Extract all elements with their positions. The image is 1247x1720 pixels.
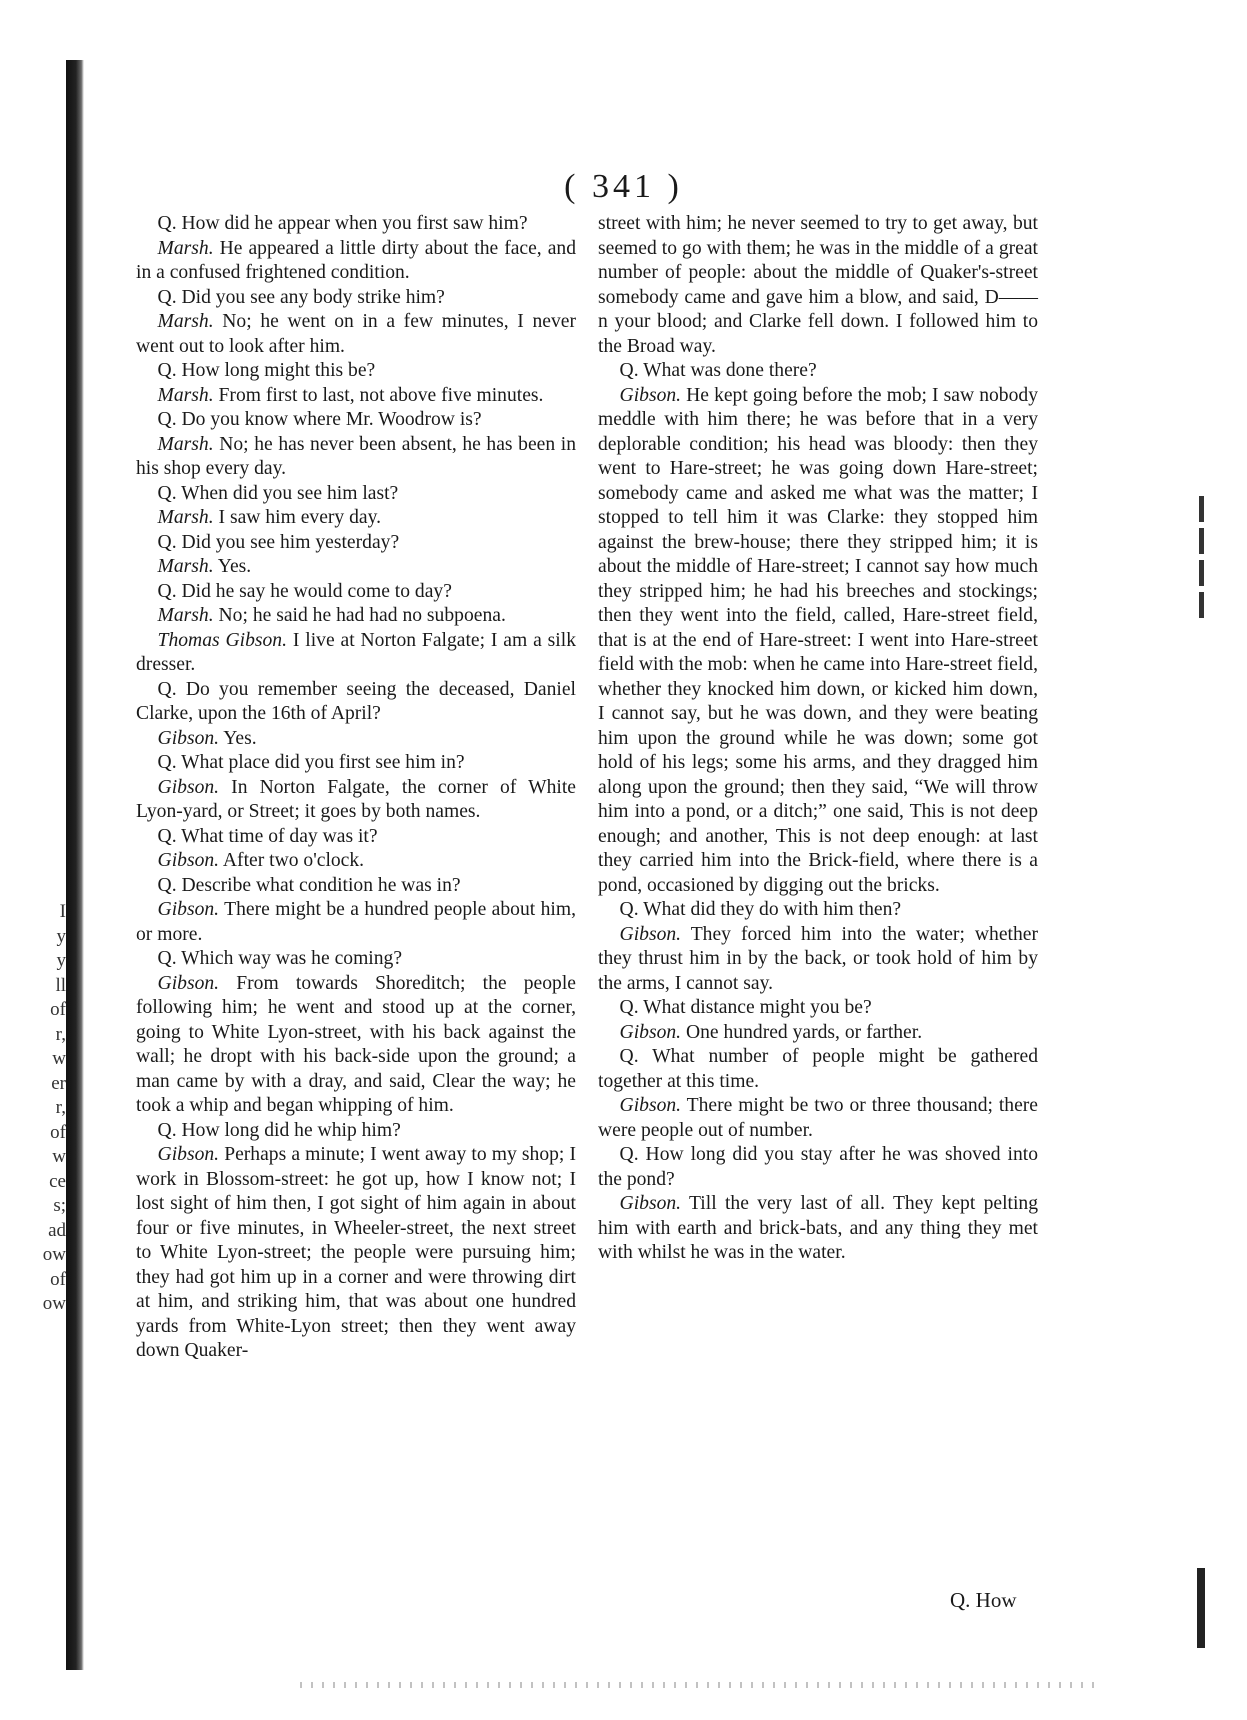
- paragraph-text: Q. Did you see him yesterday?: [157, 531, 400, 553]
- paragraph: [136, 751, 576, 776]
- speaker-name: Gibson.: [157, 972, 220, 994]
- margin-fragment: y: [56, 950, 66, 971]
- speaker-name: Gibson.: [619, 1095, 682, 1116]
- paragraph-text: They forced him into the water; whether they thrust him in by the back, or took hold of him by the arms, I cannot say.: [598, 923, 1038, 994]
- paragraph-text: Q. Which way was he coming?: [157, 948, 403, 969]
- paragraph-text: Q. How did he appear when you first saw him?: [157, 213, 528, 234]
- paragraph-text: Q. Did you see any body strike him?: [157, 286, 445, 308]
- speaker-name: Gibson.: [157, 727, 220, 749]
- speaker-name: Thomas Gibson.: [157, 629, 287, 651]
- paragraph: [598, 898, 1038, 923]
- paragraph: [136, 678, 576, 727]
- page-number: ( 341 ): [564, 168, 683, 205]
- paragraph: [598, 212, 1038, 359]
- paragraph-text: One hundred yards, or farther.: [685, 1021, 923, 1043]
- binding-shadow: [66, 60, 84, 1670]
- paragraph: [136, 629, 576, 678]
- speaker-name: Marsh.: [157, 311, 214, 332]
- facing-page-bleed-text: [0, 900, 66, 1317]
- paragraph: [136, 849, 576, 874]
- paragraph-text: Q. What place did you first see him in?: [157, 752, 465, 773]
- bottom-edge-speckle: [300, 1682, 1100, 1688]
- speaker-name: Marsh.: [157, 237, 214, 259]
- paragraph: [136, 898, 576, 947]
- paragraph-text: He kept going before the mob; I saw nobody meddle with him there; he was before that in a very deplorable condition; his head was bloody: then they went to Hare-street; he was going down Hare-street; somebody came and asked me what was the matter; I stopped to tell him it was Clarke: they stopped him against the brew-house; there they stripped him; it is about the middle of Hare-street; I cannot say how much they stripped him; he had his breeches and stockings; then they went into the field, called, Hare-street field, that is at the end of Hare-street: I went into Hare-street field with the mob: when he came into Hare-street field, whether they knocked him down, or kicked him down, I cannot say, but he was down, and they were beating him upon the ground while he was down; some got hold of his legs; some his arms, and they dragged him along upon the ground; then they said, “We will throw him into a pond, or a ditch;” one said, This is not deep enough; and another, This is not deep enough: at last they carried him into the Brick-field, where there is a pond, occasioned by digging out the bricks.: [598, 384, 1038, 896]
- paragraph-text: street with him; he never seemed to try to get away, but seemed to go with them; he was in the middle of a great number of people: about the middle of Quaker's-street somebody came and gave him a blow, and said, D——n your blood; and Clarke fell down. I followed him to the Broad way.: [598, 213, 1038, 357]
- catchword: Q. How: [950, 1588, 1017, 1612]
- paragraph: [598, 1021, 1038, 1046]
- paragraph-text: After two o'clock.: [222, 850, 365, 871]
- paragraph-text: No; he has never been absent, he has been in his shop every day.: [136, 433, 576, 479]
- paragraph-text: From first to last, not above five minutes.: [218, 384, 544, 406]
- paragraph-text: Q. How long did he whip him?: [157, 1119, 401, 1141]
- paragraph: [136, 237, 576, 286]
- speaker-name: Gibson.: [157, 899, 220, 920]
- paragraph-text: I saw him every day.: [218, 507, 382, 528]
- paragraph: [136, 874, 576, 899]
- paragraph: [136, 359, 576, 384]
- speaker-name: Marsh.: [157, 605, 214, 626]
- margin-fragment: ll: [55, 974, 66, 996]
- paragraph-text: Perhaps a minute; I went away to my shop; I work in Blossom-street: he got up, how I know not; I lost sight of him then, I got sight of him again in about four or five minutes, in Wheeler-street, the next street to White Lyon-street; the people were pursuing him; they had got him up in a corner and were throwing dirt at him, and striking him, that was about one hundred yards from White-Lyon street; then they went away down Quaker-: [136, 1144, 576, 1361]
- paragraph: [598, 384, 1038, 899]
- margin-fragment: of: [50, 999, 66, 1020]
- margin-fragment: r,: [55, 1097, 66, 1118]
- right-text-column: [598, 212, 1038, 1266]
- paragraph: [598, 996, 1038, 1021]
- paragraph-text: Yes.: [217, 556, 252, 577]
- paragraph: [136, 482, 576, 507]
- paragraph: [136, 1143, 576, 1364]
- left-text-column: [136, 212, 576, 1364]
- paragraph: [136, 310, 576, 359]
- speaker-name: Gibson.: [157, 1144, 220, 1165]
- paragraph: [136, 531, 576, 556]
- margin-fragment: er: [51, 1072, 66, 1094]
- paragraph-text: There might be a hundred people about him, or more.: [136, 899, 577, 945]
- speaker-name: Marsh.: [157, 507, 214, 528]
- margin-fragment: y: [56, 925, 66, 947]
- paragraph: [598, 1192, 1038, 1266]
- margin-fragment: of: [50, 1121, 66, 1143]
- speaker-name: Marsh.: [157, 384, 214, 406]
- paragraph: [598, 1094, 1038, 1143]
- speaker-name: Marsh.: [157, 556, 214, 577]
- paragraph-text: Q. Describe what condition he was in?: [157, 874, 461, 896]
- speaker-name: Gibson.: [157, 776, 220, 798]
- paragraph-text: Q. What time of day was it?: [157, 825, 378, 847]
- paragraph-text: No; he went on in a few minutes, I never went out to look after him.: [136, 311, 576, 357]
- margin-fragment: ad: [48, 1219, 66, 1241]
- paragraph-text: Q. How long did you stay after he was shoved into the pond?: [598, 1144, 1038, 1190]
- paragraph: [136, 947, 576, 972]
- margin-fragment: I: [59, 901, 66, 922]
- paragraph-text: Q. What did they do with him then?: [619, 899, 902, 920]
- paragraph-text: Q. What distance might you be?: [619, 997, 872, 1018]
- paragraph: [136, 212, 576, 237]
- paragraph-text: Q. How long might this be?: [157, 360, 376, 381]
- speaker-name: Marsh.: [157, 433, 214, 455]
- paragraph: [136, 408, 576, 433]
- paragraph-text: Q. When did you see him last?: [157, 482, 399, 504]
- paragraph-text: In Norton Falgate, the corner of White Lyon-yard, or Street; it goes by both names.: [136, 776, 576, 822]
- paragraph: [136, 580, 576, 605]
- margin-fragment: s;: [53, 1195, 66, 1216]
- paragraph-text: Q. Do you remember seeing the deceased, Daniel Clarke, upon the 16th of April?: [136, 678, 576, 724]
- paragraph-text: Till the very last of all. They kept pelting him with earth and brick-bats, and any thing they met with whilst he was in the water.: [598, 1193, 1039, 1263]
- margin-fragment: r,: [55, 1023, 66, 1045]
- paragraph: [136, 286, 576, 311]
- paragraph: [598, 1045, 1038, 1094]
- paragraph-text: There might be two or three thousand; there were people out of number.: [598, 1095, 1038, 1141]
- margin-fragment: ow: [42, 1293, 66, 1314]
- paragraph-text: I live at Norton Falgate; I am a silk dresser.: [136, 629, 576, 675]
- paragraph-text: Q. Did he say he would come to day?: [157, 580, 452, 602]
- paragraph: [598, 1143, 1038, 1192]
- margin-fragment: ow: [42, 1244, 66, 1265]
- paragraph: [136, 972, 576, 1119]
- paragraph-text: No; he said he had had no subpoena.: [218, 605, 506, 626]
- margin-fragment: w: [52, 1146, 66, 1167]
- paragraph-text: Q. What number of people might be gathered together at this time.: [598, 1046, 1038, 1092]
- paragraph-text: He appeared a little dirty about the face, and in a confused frightened condition.: [136, 237, 576, 283]
- paragraph: [136, 1119, 576, 1144]
- paragraph: [136, 727, 576, 752]
- paragraph: [136, 604, 576, 629]
- speaker-name: Gibson.: [157, 850, 220, 871]
- paragraph: [136, 555, 576, 580]
- paragraph: [598, 923, 1038, 997]
- margin-fragment: w: [52, 1048, 66, 1069]
- speaker-name: Gibson.: [619, 384, 682, 406]
- paragraph: [136, 825, 576, 850]
- paragraph-text: Yes.: [223, 727, 257, 749]
- paragraph-text: From towards Shoreditch; the people following him; he went and stood up at the corner, going to White Lyon-street, with his back against the wall; he dropt with his back-side upon the ground; a man came by with a dray, and said, Clear the way; he took a whip and began whipping of him.: [136, 972, 576, 1116]
- right-edge-bleed-mark-bottom: [1194, 1562, 1208, 1654]
- paragraph: [136, 384, 576, 409]
- paragraph: [136, 506, 576, 531]
- paragraph: [136, 433, 576, 482]
- speaker-name: Gibson.: [619, 1193, 682, 1214]
- paragraph: [136, 776, 576, 825]
- paragraph-text: Q. What was done there?: [619, 360, 817, 381]
- right-edge-bleed-marks: [1190, 490, 1212, 670]
- speaker-name: Gibson.: [619, 923, 682, 945]
- speaker-name: Gibson.: [619, 1021, 682, 1043]
- paragraph-text: Q. Do you know where Mr. Woodrow is?: [157, 409, 482, 430]
- margin-fragment: of: [50, 1268, 66, 1290]
- margin-fragment: ce: [49, 1170, 66, 1192]
- paragraph: [598, 359, 1038, 384]
